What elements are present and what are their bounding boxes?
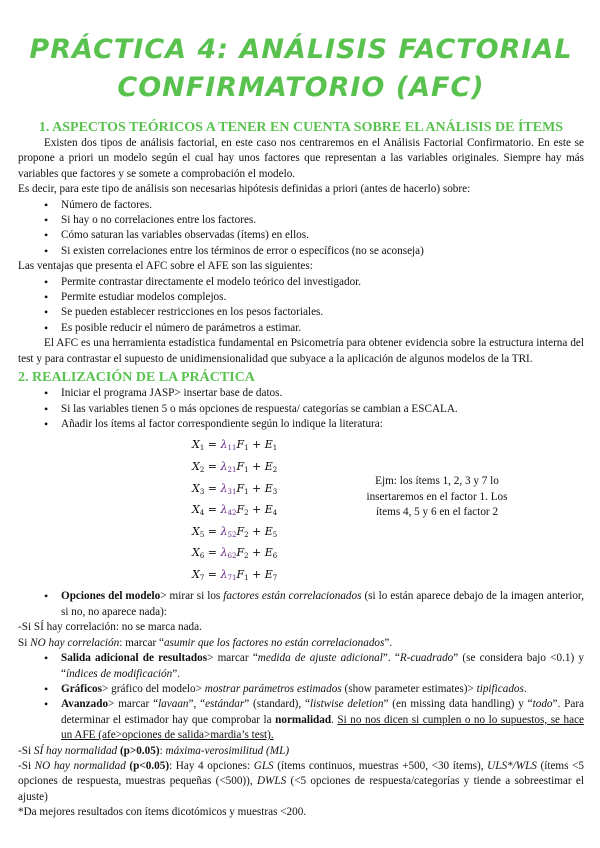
- text: lavaan: [158, 698, 189, 711]
- subscript: 42: [227, 509, 237, 518]
- list-item: • Cómo saturan las variables observadas (ítems) en ellos.: [61, 228, 584, 243]
- text: ” (se considera bajo <0.1) y “: [61, 652, 585, 680]
- text: > gráfico del modelo>: [102, 682, 205, 695]
- text: ” (en missing data handling) y “: [383, 698, 533, 711]
- subscript: 6: [199, 552, 205, 561]
- list-item: • Número de factores.: [61, 198, 584, 213]
- symbol: E: [264, 567, 273, 581]
- hypotheses-list: [18, 198, 584, 260]
- settings-list: [18, 651, 584, 743]
- symbol: F: [236, 546, 245, 560]
- equation-row: [192, 436, 362, 458]
- text: ”, “: [188, 698, 206, 711]
- symbol: E: [264, 481, 273, 495]
- text: : Hay 4 opciones:: [169, 759, 254, 772]
- symbol: E: [264, 524, 273, 538]
- text: DWLS: [256, 775, 287, 788]
- subscript: 2: [244, 530, 249, 539]
- subscript: 1: [244, 444, 249, 453]
- operator: =: [204, 438, 221, 452]
- text: (<5 opciones de respuesta/categorías y tiende a sobreestimar el ajuste): [18, 775, 584, 803]
- equation-row: [192, 480, 362, 502]
- symbol: E: [264, 438, 273, 452]
- text: GLS: [253, 759, 274, 772]
- text: :: [159, 744, 166, 757]
- footnote: *Da mejores resultados con ítems dicotómicos y muestras <200.: [18, 806, 307, 819]
- page-title-line-1: PRÁCTICA 4: ANÁLISIS FACTORIAL: [29, 34, 573, 65]
- equations-note: Ejm: los ítems 1, 2, 3 y 7 lo insertaremos en el factor 1. Los ítems 4, 5 y 6 en el factor 2: [366, 475, 508, 519]
- subscript: 31: [227, 487, 237, 496]
- symbol: X: [192, 438, 200, 452]
- operator: =: [204, 459, 221, 473]
- operator: +: [248, 567, 265, 581]
- symbol: E: [264, 459, 273, 473]
- si-correlacion: -Si SÍ hay correlación: no se marca nada.: [18, 621, 202, 634]
- subscript: 4: [199, 509, 205, 518]
- operator: =: [204, 524, 221, 538]
- subscript: 2: [199, 465, 205, 474]
- subscript: 3: [199, 487, 205, 496]
- list-item: • Iniciar el programa JASP> insertar base de datos.: [61, 386, 584, 401]
- symbol: X: [192, 546, 200, 560]
- text: -Si: [18, 759, 35, 772]
- subscript: 7: [199, 573, 205, 582]
- no-normalidad: [18, 759, 584, 805]
- section-2-heading: 2. REALIZACIÓN DE LA PRÁCTICA: [18, 370, 255, 386]
- symbol: X: [192, 481, 200, 495]
- text: (p<0.05): [125, 759, 170, 772]
- si-normalidad: [18, 744, 584, 759]
- opciones-label: Opciones del modelo: [61, 590, 161, 603]
- subscript: 1: [272, 444, 278, 453]
- symbol: F: [236, 503, 245, 517]
- text: NO hay normalidad: [34, 759, 126, 772]
- list-item: • Si hay o no correlaciones entre los factores.: [61, 213, 584, 228]
- subscript: 1: [244, 465, 249, 474]
- subscript: 2: [244, 509, 249, 518]
- symbol: λ: [220, 438, 228, 452]
- subscript: 1: [244, 487, 249, 496]
- operator: =: [204, 503, 221, 517]
- text: R-cuadrado: [399, 652, 454, 665]
- avanzado-item: [61, 697, 584, 743]
- steps-list: [18, 386, 584, 432]
- text: factores están correlacionados: [223, 590, 362, 603]
- list-item: • Se pueden establecer restricciones en los pesos factoriales.: [61, 305, 584, 320]
- text: Si no nos dicen si cumplen o no lo supuestos, se hace un AFE (afe>opciones de salida>mardia’s test).: [61, 713, 585, 742]
- text: mostrar parámetros estimados: [204, 682, 342, 695]
- symbol: F: [236, 459, 245, 473]
- text: > mirar si los: [160, 590, 224, 603]
- symbol: λ: [220, 546, 228, 560]
- subscript: 62: [227, 552, 237, 561]
- text: NO hay correlación: [30, 636, 120, 649]
- text: : marcar “: [119, 636, 164, 649]
- text: ”.: [384, 636, 393, 649]
- list-item: • Permite estudiar modelos complejos.: [61, 290, 584, 305]
- operator: +: [248, 546, 265, 560]
- symbol: λ: [220, 459, 228, 473]
- text: (show parameter estimates)>: [341, 682, 477, 695]
- text: (si lo están aparece debajo de la imagen anterior, si no, no aparece nada):: [61, 590, 584, 618]
- text: ”. Para determinar el estimador hay que comprobar la: [61, 698, 585, 726]
- text: (ítems continuos, muestras +500, <30 ítems),: [273, 759, 488, 772]
- intro-paragraph: Existen dos tipos de análisis factorial, en este caso nos centraremos en el Análisis Factorial Confirmatorio. En este se propone a priori un modelo según el cual hay unos factores que representan a las variables originales. Siempre hay más variables que factores y se somete a comprobación el modelo.: [18, 137, 584, 180]
- text: normalidad: [275, 713, 332, 726]
- text: asumir que los factores no están correlacionados: [163, 636, 385, 649]
- text: > marcar “: [207, 652, 258, 665]
- advantages-lead: Las ventajas que presenta el AFC sobre el AFE son las siguientes:: [18, 260, 313, 273]
- symbol: X: [192, 567, 200, 581]
- list-item: • Es posible reducir el número de parámetros a estimar.: [61, 321, 584, 336]
- no-correlacion: [18, 636, 584, 651]
- equation-row: [192, 523, 362, 545]
- equation-row: [192, 501, 362, 523]
- document-page: [18, 0, 584, 821]
- symbol: X: [192, 524, 200, 538]
- page-title-line-2: CONFIRMATORIO (AFC): [117, 72, 485, 103]
- operator: +: [248, 481, 265, 495]
- text: .: [331, 713, 338, 726]
- subscript: 5: [272, 530, 278, 539]
- text: Si: [18, 636, 31, 649]
- equation-row: [192, 458, 362, 480]
- subscript: 6: [272, 552, 278, 561]
- subscript: 11: [227, 444, 237, 453]
- symbol: λ: [220, 524, 228, 538]
- symbol: F: [236, 438, 245, 452]
- options-list: [18, 589, 584, 620]
- graficos-item: [61, 682, 584, 697]
- graficos-label: Gráficos: [61, 682, 103, 695]
- subscript: 2: [244, 552, 249, 561]
- text: máxima-verosimilitud (ML): [165, 744, 290, 757]
- symbol: λ: [220, 567, 228, 581]
- text: todo: [532, 698, 553, 711]
- closing-paragraph: El AFC es una herramienta estadística fundamental en Psicometría para obtener evidencia sobre la estructura interna del test y para contrastar el supuesto de unidimensionalidad que subyace a la aplicación de algunos modelos de la TRI.: [18, 337, 584, 365]
- operator: =: [204, 546, 221, 560]
- text: estándar: [205, 698, 245, 711]
- section-1-heading: 1. ASPECTOS TEÓRICOS A TENER EN CUENTA SOBRE EL ANÁLISIS DE ÍTEMS: [38, 120, 564, 135]
- text: ” (standard), “: [244, 698, 311, 711]
- advantages-list: [18, 275, 584, 337]
- symbol: E: [264, 503, 273, 517]
- text: tipificados: [476, 682, 524, 695]
- subscript: 2: [272, 465, 278, 474]
- salida-item: [61, 651, 584, 682]
- text: SÍ hay normalidad: [33, 744, 118, 757]
- equations-block: [18, 436, 584, 587]
- subscript: 21: [227, 465, 237, 474]
- avanzado-label: Avanzado: [61, 698, 109, 711]
- text: -Si: [18, 744, 34, 757]
- text: ”. “: [382, 652, 400, 665]
- text: > marcar “: [108, 698, 159, 711]
- symbol: F: [236, 481, 245, 495]
- salida-label: Salida adicional de resultados: [61, 652, 208, 665]
- list-item: • Añadir los ítems al factor correspondiente según lo indique la literatura:: [61, 417, 584, 432]
- symbol: X: [192, 503, 200, 517]
- subscript: 3: [272, 487, 278, 496]
- operator: +: [248, 459, 265, 473]
- subscript: 5: [199, 530, 205, 539]
- symbol: λ: [220, 503, 228, 517]
- text: índices de modificación: [65, 667, 173, 680]
- equation-row: [192, 566, 362, 588]
- symbol: X: [192, 459, 200, 473]
- operator: +: [248, 438, 265, 452]
- text: .: [523, 682, 527, 695]
- list-item: • Si las variables tienen 5 o más opciones de respuesta/ categorías se cambian a ESCALA.: [61, 402, 584, 417]
- symbol: F: [236, 567, 245, 581]
- equations-list: [18, 436, 362, 587]
- text: listwise deletion: [310, 698, 384, 711]
- symbol: E: [264, 546, 273, 560]
- hypotheses-lead: Es decir, para este tipo de análisis son necesarias hipótesis definidas a priori (antes de hacerlo) sobre:: [18, 183, 471, 196]
- operator: +: [248, 524, 265, 538]
- symbol: F: [236, 524, 245, 538]
- text: ULS*/WLS: [487, 759, 537, 772]
- subscript: 1: [244, 573, 249, 582]
- list-item: • Si existen correlaciones entre los términos de error o específicos (no se aconseja): [61, 244, 584, 259]
- opciones-modelo-item: [61, 589, 584, 620]
- subscript: 52: [227, 530, 237, 539]
- operator: =: [204, 567, 221, 581]
- text: (ítems <5 opciones de respuesta, muestras pequeñas (<500)),: [18, 759, 584, 788]
- subscript: 4: [272, 509, 278, 518]
- subscript: 7: [272, 573, 278, 582]
- symbol: λ: [220, 481, 228, 495]
- list-item: • Permite contrastar directamente el modelo teórico del investigador.: [61, 275, 584, 290]
- text: ”.: [172, 667, 180, 680]
- operator: +: [248, 503, 265, 517]
- text: (p>0.05): [117, 744, 160, 757]
- operator: =: [204, 481, 221, 495]
- subscript: 1: [199, 444, 205, 453]
- text: medida de ajuste adicional: [257, 652, 383, 665]
- subscript: 71: [227, 573, 237, 582]
- equation-row: [192, 544, 362, 566]
